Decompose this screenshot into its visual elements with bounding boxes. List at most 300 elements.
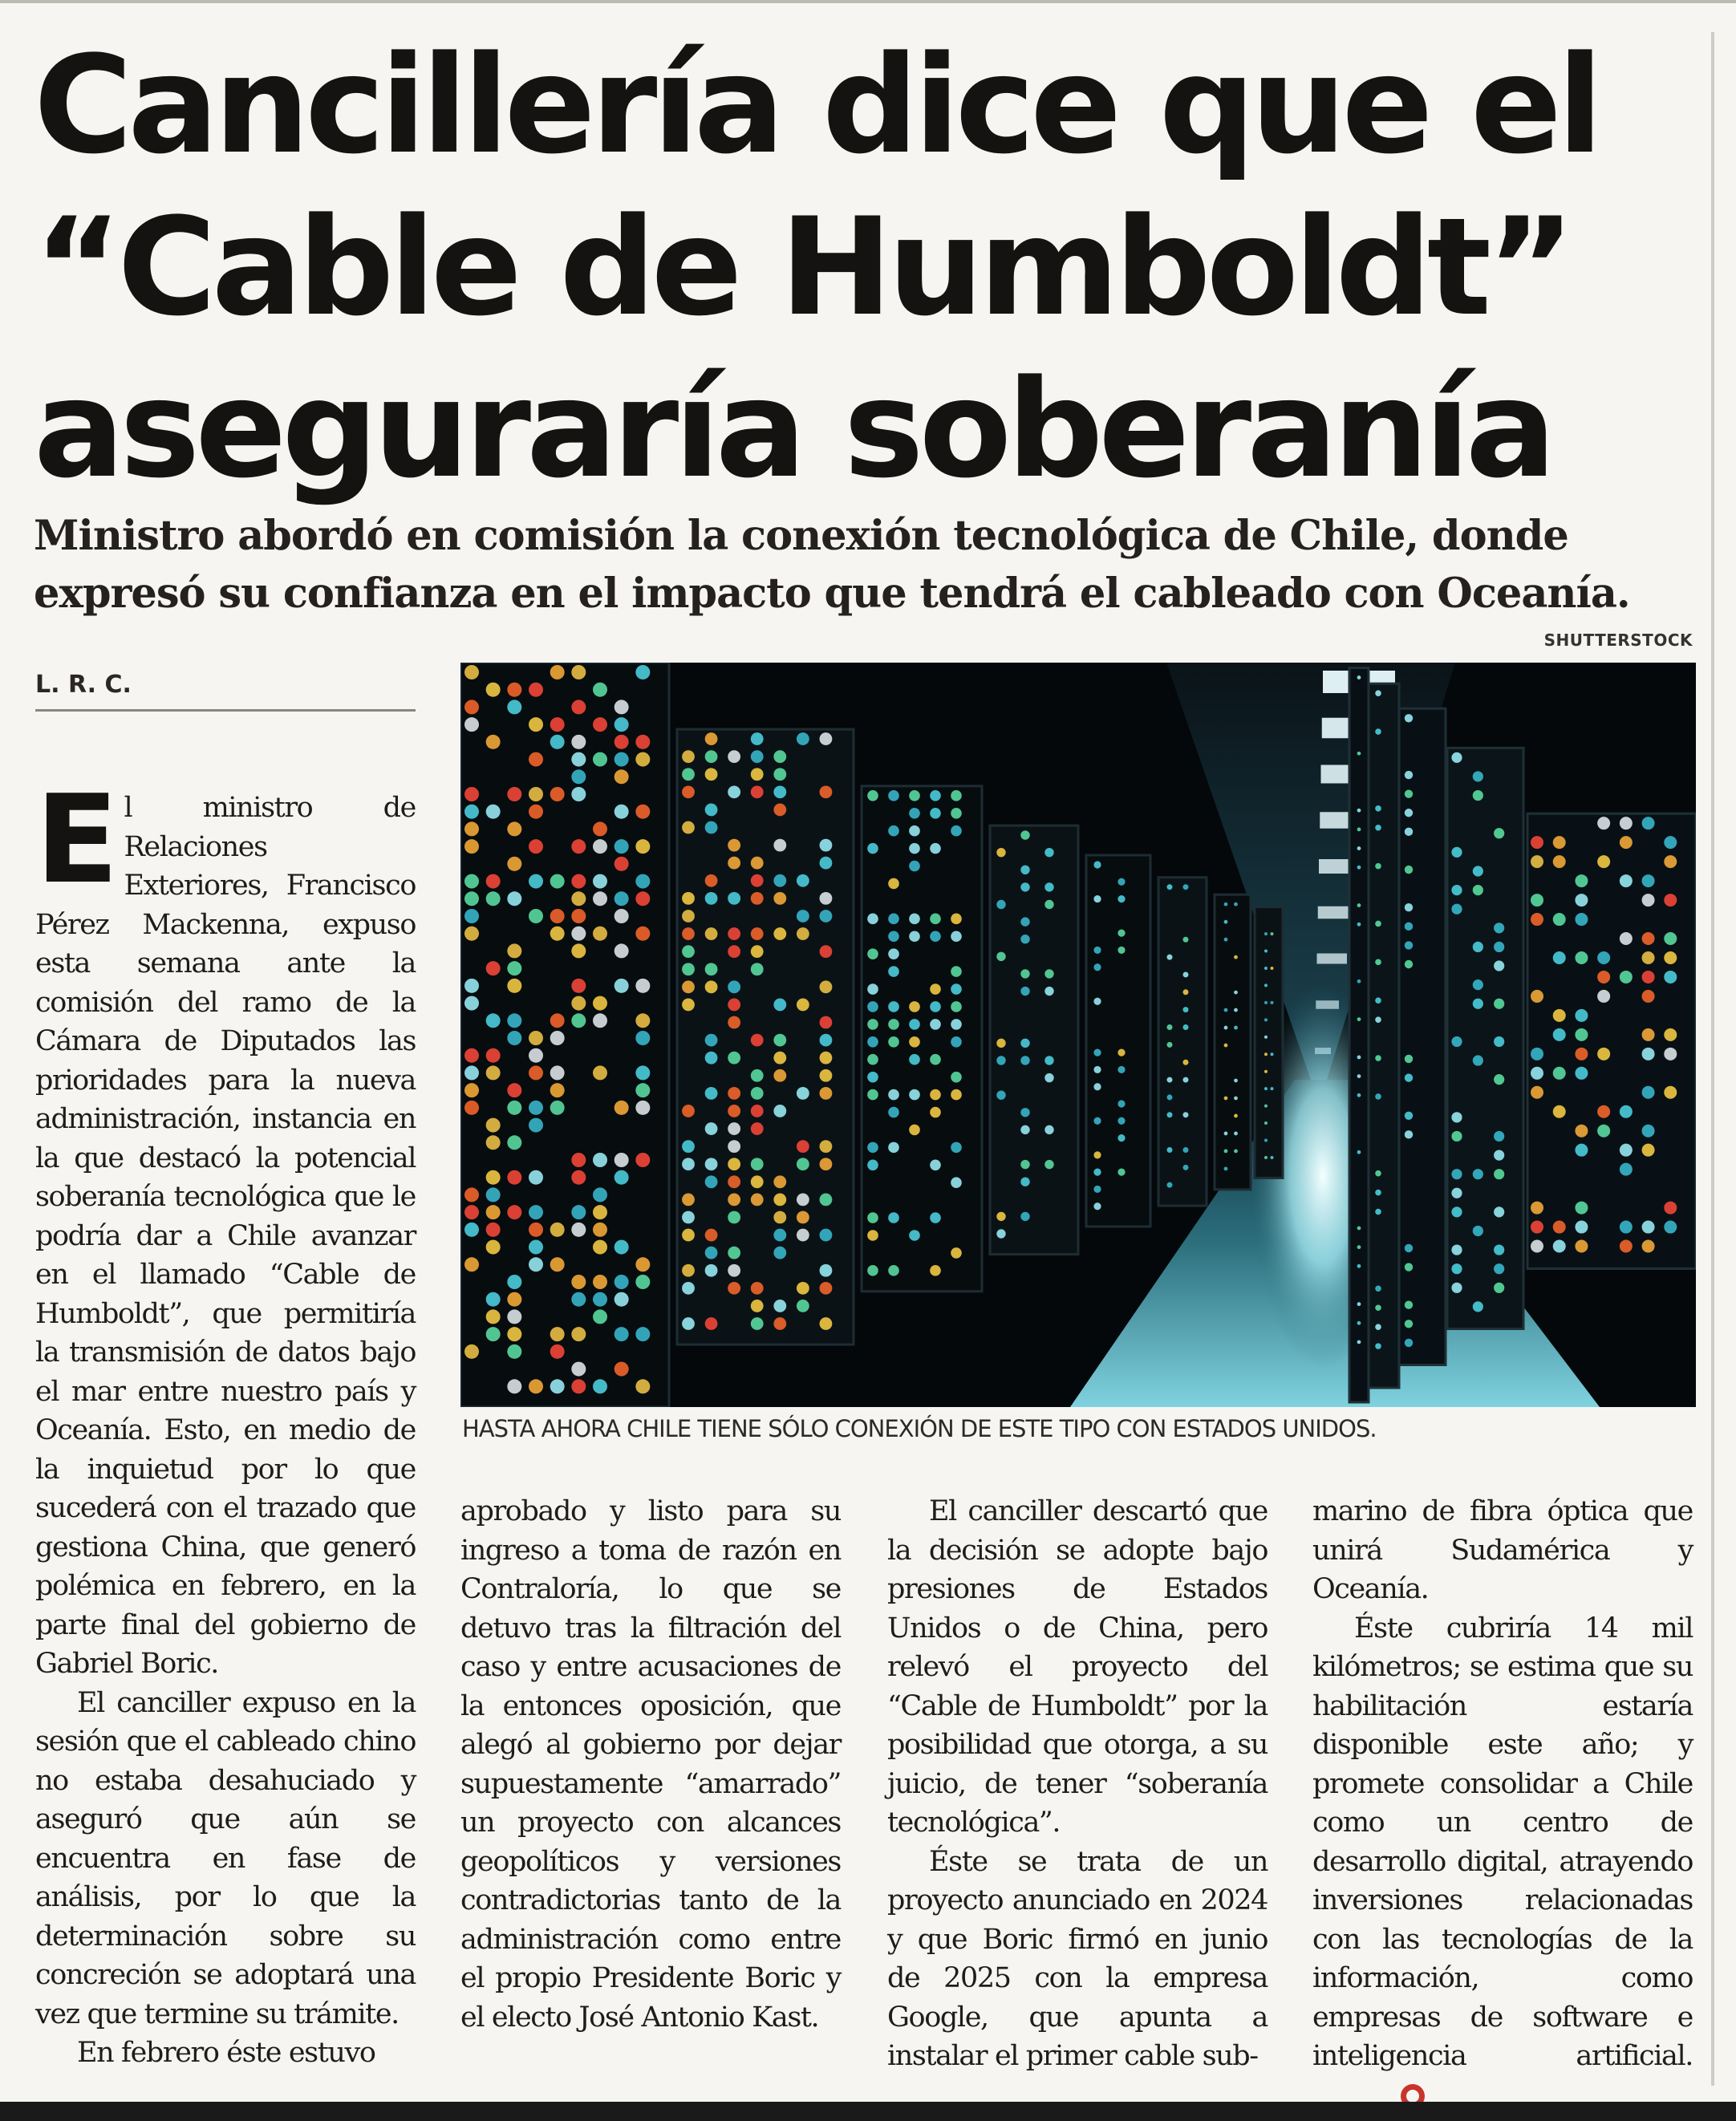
indicator-light <box>507 943 521 958</box>
indicator-light <box>1553 1240 1566 1253</box>
bottom-bar <box>0 2102 1736 2121</box>
indicator-light <box>1093 1066 1101 1073</box>
indicator-light <box>486 1223 501 1237</box>
indicator-light <box>614 700 629 714</box>
indicator-light <box>464 1344 479 1359</box>
indicator-light <box>773 927 786 940</box>
indicator-light <box>507 1327 521 1341</box>
indicator-light <box>1234 1008 1238 1012</box>
indicator-light <box>550 1101 565 1115</box>
indicator-light <box>909 914 920 925</box>
indicator-light <box>571 1292 586 1307</box>
indicator-light <box>571 1379 586 1393</box>
indicator-light <box>1620 1105 1633 1118</box>
indicator-light <box>909 1036 920 1048</box>
indicator-light <box>1234 1097 1238 1101</box>
indicator-light <box>464 805 479 819</box>
indicator-light <box>1597 855 1610 868</box>
indicator-light <box>593 1065 607 1080</box>
indicator-light <box>1167 1024 1173 1030</box>
indicator-light <box>1642 1028 1655 1041</box>
byline-rule <box>35 709 416 712</box>
indicator-light <box>1473 885 1483 895</box>
indicator-light <box>773 1034 786 1047</box>
indicator-light <box>682 1317 695 1330</box>
indicator-light <box>820 1282 833 1295</box>
indicator-light <box>635 874 650 889</box>
indicator-light <box>1405 1055 1413 1063</box>
indicator-light <box>751 1194 764 1206</box>
indicator-light <box>820 910 833 923</box>
indicator-light <box>1553 913 1566 926</box>
indicator-light <box>1183 1077 1189 1083</box>
indicator-light <box>1597 1125 1610 1138</box>
indicator-light <box>797 1229 809 1242</box>
indicator-light <box>1271 1001 1274 1004</box>
indicator-light <box>820 732 833 745</box>
indicator-light <box>507 979 521 993</box>
indicator-light <box>1167 1077 1173 1083</box>
indicator-light <box>1044 1056 1053 1065</box>
indicator-light <box>1224 1008 1228 1012</box>
indicator-light <box>571 1362 586 1377</box>
indicator-light <box>464 1065 479 1080</box>
indicator-light <box>507 1379 521 1393</box>
indicator-light <box>1642 932 1655 945</box>
server-rack <box>1158 878 1207 1206</box>
indicator-light <box>1642 971 1655 983</box>
indicator-light <box>797 999 809 1012</box>
indicator-light <box>1093 1169 1101 1176</box>
indicator-light <box>797 874 809 887</box>
indicator-light <box>728 1158 740 1170</box>
indicator-light <box>951 1036 962 1048</box>
indicator-light <box>486 1135 501 1150</box>
indicator-light <box>996 900 1005 909</box>
paragraph: En febrero éste estuvo <box>77 2037 375 2069</box>
indicator-light <box>614 769 629 784</box>
indicator-light <box>1375 690 1381 696</box>
indicator-light <box>867 1001 878 1012</box>
indicator-light <box>888 1107 899 1118</box>
subtitle: Ministro abordó en comisión la conexión tecnológica de Chile, donde expresó su confianza en el impacto que tendrá el cableado con Oceanía. <box>34 512 1630 618</box>
indicator-light <box>1264 1070 1268 1073</box>
indicator-light <box>682 1105 695 1117</box>
indicator-light <box>867 790 878 801</box>
indicator-light <box>682 821 695 834</box>
indicator-light <box>1494 1169 1504 1179</box>
indicator-light <box>705 1034 718 1047</box>
indicator-light <box>1117 947 1125 954</box>
indicator-light <box>571 1275 586 1289</box>
indicator-light <box>1494 1150 1504 1160</box>
indicator-light <box>614 979 629 993</box>
indicator-light <box>820 1052 833 1065</box>
indicator-light <box>1167 955 1173 960</box>
indicator-light <box>1357 1302 1361 1306</box>
indicator-light <box>507 857 521 871</box>
indicator-light <box>751 1317 764 1330</box>
article-column-1 <box>35 769 416 2073</box>
indicator-light <box>529 1065 543 1080</box>
indicator-light <box>682 1140 695 1153</box>
indicator-light <box>507 1275 521 1289</box>
indicator-light <box>550 1083 565 1097</box>
indicator-light <box>728 945 740 958</box>
indicator-light <box>1044 1125 1053 1134</box>
article-column-4 <box>1312 1492 1693 2115</box>
indicator-light <box>751 1158 764 1170</box>
indicator-light <box>797 1194 809 1206</box>
indicator-light <box>1375 863 1381 870</box>
indicator-light <box>1271 1052 1274 1056</box>
indicator-light <box>1531 1221 1543 1234</box>
indicator-light <box>464 717 479 732</box>
indicator-light <box>682 945 695 958</box>
indicator-light <box>1620 836 1633 849</box>
indicator-light <box>486 683 501 697</box>
indicator-light <box>1167 1112 1173 1117</box>
indicator-light <box>1494 1036 1504 1047</box>
indicator-light <box>930 843 941 854</box>
indicator-light <box>888 1036 899 1048</box>
indicator-light <box>1642 1125 1655 1138</box>
indicator-light <box>909 861 920 872</box>
indicator-light <box>1167 1042 1173 1048</box>
indicator-light <box>1224 1044 1228 1048</box>
indicator-light <box>1183 1112 1189 1117</box>
indicator-light <box>951 1177 962 1188</box>
indicator-light <box>1597 990 1610 1003</box>
indicator-light <box>614 857 629 871</box>
indicator-light <box>1357 866 1361 870</box>
indicator-light <box>751 892 764 905</box>
indicator-light <box>682 910 695 923</box>
indicator-light <box>614 1362 629 1377</box>
indicator-light <box>797 1282 809 1295</box>
indicator-light <box>1642 817 1655 829</box>
indicator-light <box>1264 1036 1268 1039</box>
indicator-light <box>529 874 543 889</box>
indicator-light <box>1405 903 1413 911</box>
indicator-light <box>1405 960 1413 968</box>
indicator-light <box>1044 987 1053 996</box>
indicator-light <box>682 963 695 975</box>
indicator-light <box>888 790 899 801</box>
indicator-light <box>571 752 586 767</box>
indicator-light <box>529 1379 543 1393</box>
indicator-light <box>550 787 565 801</box>
indicator-light <box>529 1223 543 1237</box>
indicator-light <box>1264 1105 1268 1108</box>
indicator-light <box>1093 998 1101 1005</box>
indicator-light <box>614 943 629 958</box>
indicator-light <box>529 683 543 697</box>
indicator-light <box>1234 902 1238 906</box>
indicator-light <box>705 980 718 993</box>
indicator-light <box>682 1264 695 1277</box>
indicator-light <box>464 927 479 941</box>
indicator-light <box>1494 1244 1504 1255</box>
indicator-light <box>464 1223 479 1237</box>
indicator-light <box>507 1101 521 1115</box>
indicator-light <box>1642 1240 1655 1253</box>
indicator-light <box>486 1170 501 1185</box>
photo-credit: SHUTTERSTOCK <box>1543 631 1693 650</box>
indicator-light <box>1183 971 1189 977</box>
indicator-light <box>951 1072 962 1083</box>
indicator-light <box>486 735 501 749</box>
indicator-light <box>1494 1074 1504 1085</box>
indicator-light <box>705 1247 718 1259</box>
indicator-light <box>1264 983 1268 987</box>
indicator-light <box>867 1159 878 1170</box>
indicator-light <box>529 1240 543 1255</box>
indicator-light <box>1224 1097 1228 1101</box>
indicator-light <box>464 1205 479 1219</box>
indicator-light <box>1357 1017 1361 1021</box>
indicator-light <box>888 1089 899 1101</box>
indicator-light <box>1357 1340 1361 1344</box>
indicator-light <box>1575 894 1588 906</box>
indicator-light <box>751 1105 764 1117</box>
indicator-light <box>1093 1049 1101 1056</box>
indicator-light <box>1167 884 1173 890</box>
indicator-light <box>705 927 718 940</box>
indicator-light <box>1271 967 1274 970</box>
indicator-light <box>820 1016 833 1029</box>
indicator-light <box>593 1013 607 1028</box>
indicator-light <box>682 927 695 940</box>
indicator-light <box>635 665 650 679</box>
indicator-light <box>773 1175 786 1188</box>
indicator-light <box>1575 874 1588 887</box>
indicator-light <box>996 1056 1005 1065</box>
indicator-light <box>930 1159 941 1170</box>
indicator-light <box>728 1247 740 1259</box>
indicator-light <box>1575 1028 1588 1041</box>
ceiling-light <box>1317 954 1348 964</box>
indicator-light <box>593 1275 607 1289</box>
indicator-light <box>486 805 501 819</box>
indicator-light <box>614 717 629 732</box>
indicator-light <box>635 839 650 854</box>
indicator-light <box>1020 987 1029 996</box>
indicator-light <box>1264 1087 1268 1090</box>
indicator-light <box>593 927 607 941</box>
indicator-light <box>728 1016 740 1029</box>
indicator-light <box>773 1317 786 1330</box>
indicator-light <box>593 1240 607 1255</box>
indicator-light <box>951 1142 962 1154</box>
indicator-light <box>1375 1016 1381 1023</box>
indicator-light <box>1531 894 1543 906</box>
indicator-light <box>1044 882 1053 891</box>
indicator-light <box>635 891 650 906</box>
indicator-light <box>867 1230 878 1241</box>
indicator-light <box>773 750 786 763</box>
indicator-light <box>728 750 740 763</box>
indicator-light <box>464 1101 479 1115</box>
indicator-light <box>1093 1117 1101 1125</box>
indicator-light <box>751 1282 764 1295</box>
indicator-light <box>909 1089 920 1101</box>
indicator-light <box>1020 1056 1029 1065</box>
indicator-light <box>728 1264 740 1277</box>
indicator-light <box>1664 932 1677 945</box>
indicator-light <box>1117 1066 1125 1073</box>
indicator-light <box>751 1087 764 1100</box>
indicator-light <box>529 787 543 801</box>
article-column-3 <box>887 1492 1268 2076</box>
indicator-light <box>571 1013 586 1028</box>
indicator-light <box>486 1013 501 1028</box>
indicator-light <box>773 1194 786 1206</box>
indicator-light <box>1494 1206 1504 1217</box>
indicator-light <box>614 909 629 923</box>
indicator-light <box>1575 1202 1588 1215</box>
right-column-rule <box>1711 32 1714 2086</box>
indicator-light <box>1375 1304 1381 1311</box>
indicator-light <box>728 1211 740 1224</box>
indicator-light <box>464 1048 479 1063</box>
indicator-light <box>888 931 899 942</box>
indicator-light <box>888 1265 899 1276</box>
indicator-light <box>867 1072 878 1083</box>
indicator-light <box>507 787 521 801</box>
indicator-light <box>930 931 941 942</box>
indicator-light <box>751 945 764 958</box>
indicator-light <box>593 683 607 697</box>
indicator-light <box>635 1379 650 1393</box>
indicator-light <box>507 1344 521 1359</box>
indicator-light <box>593 874 607 889</box>
indicator-light <box>1093 1202 1101 1210</box>
indicator-light <box>571 787 586 801</box>
indicator-light <box>1117 1134 1125 1142</box>
indicator-light <box>635 927 650 941</box>
indicator-light <box>507 1135 521 1150</box>
indicator-light <box>1183 1060 1189 1065</box>
paragraph <box>1312 1609 1693 2115</box>
indicator-light <box>1664 894 1677 906</box>
indicator-light <box>1093 947 1101 954</box>
indicator-light <box>464 874 479 889</box>
indicator-light <box>550 1223 565 1237</box>
indicator-light <box>751 1034 764 1047</box>
indicator-light <box>797 1158 809 1170</box>
indicator-light <box>1553 1067 1566 1080</box>
indicator-light <box>867 948 878 959</box>
indicator-light <box>682 1158 695 1170</box>
indicator-light <box>867 1142 878 1154</box>
indicator-light <box>1531 913 1543 926</box>
indicator-light <box>1494 1131 1504 1142</box>
indicator-light <box>1620 971 1633 983</box>
indicator-light <box>1375 1209 1381 1215</box>
indicator-light <box>773 785 786 798</box>
indicator-light <box>1473 979 1483 990</box>
indicator-light <box>1264 1018 1268 1021</box>
indicator-light <box>1264 950 1268 953</box>
indicator-light <box>773 1229 786 1242</box>
indicator-light <box>1575 951 1588 964</box>
indicator-light <box>773 1105 786 1117</box>
indicator-light <box>464 996 479 1011</box>
indicator-light <box>996 952 1005 961</box>
indicator-light <box>682 768 695 781</box>
indicator-light <box>1553 1221 1566 1234</box>
indicator-light <box>1405 866 1413 874</box>
indicator-light <box>909 1001 920 1012</box>
indicator-light <box>751 1122 764 1135</box>
indicator-light <box>705 750 718 763</box>
indicator-light <box>1093 1186 1101 1193</box>
indicator-light <box>1375 959 1381 966</box>
indicator-light <box>529 1118 543 1133</box>
paragraph-text: Éste cubriría 14 mil kilómetros; se estima que su habilitación estaría disponible este año; y promete consolidar a Chile como un centro de desarrollo digital, atrayendo inversiones relacionadas con las tecnologías de la información, como empresas de software e inteligencia artificial. <box>1312 1612 1693 2072</box>
indicator-light <box>593 717 607 732</box>
indicator-light <box>930 1107 941 1118</box>
indicator-light <box>1451 885 1462 895</box>
indicator-light <box>1451 752 1462 763</box>
indicator-light <box>571 700 586 714</box>
drop-cap: E <box>35 769 118 910</box>
indicator-light <box>1451 1036 1462 1047</box>
indicator-light <box>867 1212 878 1223</box>
indicator-light <box>951 1089 962 1101</box>
indicator-light <box>909 1125 920 1136</box>
indicator-light <box>1642 894 1655 906</box>
indicator-light <box>820 1069 833 1082</box>
indicator-light <box>1020 1039 1029 1048</box>
indicator-light <box>1620 932 1633 945</box>
indicator-light <box>464 1187 479 1202</box>
indicator-light <box>705 1175 718 1188</box>
indicator-light <box>705 1264 718 1277</box>
indicator-light <box>1264 1139 1268 1142</box>
indicator-light <box>951 983 962 995</box>
indicator-light <box>571 735 586 749</box>
indicator-light <box>593 1223 607 1237</box>
indicator-light <box>1183 1024 1189 1030</box>
indicator-light <box>867 914 878 925</box>
indicator-light <box>593 1187 607 1202</box>
indicator-light <box>486 1309 501 1324</box>
indicator-light <box>550 1013 565 1028</box>
indicator-light <box>705 1087 718 1100</box>
indicator-light <box>1405 941 1413 949</box>
indicator-light <box>593 1153 607 1167</box>
indicator-light <box>951 1247 962 1259</box>
indicator-light <box>1405 828 1413 836</box>
indicator-light <box>996 1039 1005 1048</box>
indicator-light <box>1553 1009 1566 1022</box>
indicator-light <box>635 1257 650 1271</box>
indicator-light <box>1357 903 1361 907</box>
indicator-light <box>1597 1048 1610 1060</box>
indicator-light <box>705 963 718 975</box>
indicator-light <box>507 700 521 714</box>
indicator-light <box>614 1153 629 1167</box>
indicator-light <box>1183 989 1189 995</box>
indicator-light <box>728 857 740 870</box>
indicator-light <box>1264 1052 1268 1056</box>
indicator-light <box>1093 963 1101 971</box>
indicator-light <box>682 892 695 905</box>
indicator-light <box>867 1036 878 1048</box>
indicator-light <box>909 1054 920 1065</box>
